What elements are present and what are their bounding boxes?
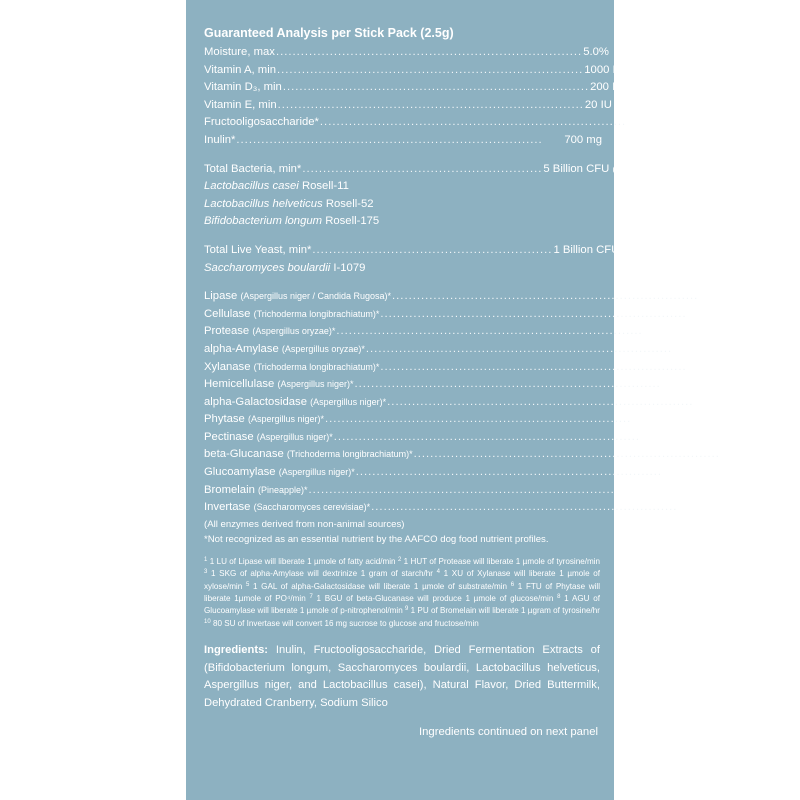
analysis-value: 650 mg	[627, 116, 665, 129]
footnote-text: 1 AGU of Glucoamylase will liberate 1 µmole of p-nitrophenol/min	[204, 594, 601, 616]
enzyme-label	[204, 464, 355, 482]
enzyme-name: Protease	[204, 325, 250, 338]
enzyme-source: (Aspergillus niger)*	[278, 467, 355, 478]
enzyme-value-wrap	[663, 464, 709, 482]
enzyme-name: Lipase	[204, 290, 238, 303]
footnote-text: 1 SKG of alpha-Amylase will dextrinize 1 gram of starch/hr	[211, 569, 433, 579]
footnote-number: 8	[557, 594, 561, 601]
enzyme-value-wrap	[641, 429, 722, 447]
yeast-value: 1 Billion CFU	[553, 243, 620, 256]
enzyme-row: Hemicellulase (Aspergillus niger)* .......................................................................... 130 HCU	[204, 376, 602, 394]
enzyme-name: Pectinase	[204, 430, 254, 443]
footnote-number: 9	[405, 606, 409, 613]
footnote-number: 10	[204, 618, 211, 625]
enzyme-label	[204, 411, 324, 429]
footnotes	[204, 556, 602, 630]
analysis-name: Vitamin D₃, min	[204, 81, 282, 94]
analysis-name: Vitamin A, min	[204, 63, 276, 76]
enzyme-footnote-ref: 3	[725, 342, 729, 350]
enzyme-value: 3000 SKG	[673, 342, 726, 355]
enzyme-row: beta-Glucanase (Trichoderma longibrachiatum)* .......................................................................... 9 BGU$^7$	[204, 446, 602, 464]
enzyme-name: Glucoamylase	[204, 466, 276, 479]
enzyme-row: Glucoamylase (Aspergillus niger)* .......................................................................... 7.5 AGU$^8$	[204, 464, 602, 482]
aafco-note: *Not recognized as an essential nutrient by the AAFCO dog food nutrient profiles.	[204, 533, 549, 545]
footnote-number: 7	[309, 594, 313, 601]
enzyme-label	[204, 482, 308, 500]
yeast-label: Total Live Yeast, min*	[204, 243, 312, 256]
enzyme-footnote-ref: 5	[732, 395, 737, 403]
footnote-number: 5	[245, 581, 250, 588]
footnote-text: 1 XU of Xylanase will liberate 1 µmole of xylose/min	[204, 569, 601, 591]
enzyme-row: alpha-Galactosidase (Aspergillus niger)* .......................................................................... 45 GAL$^5$	[204, 394, 602, 412]
enzyme-row: Pectinase (Aspergillus niger)* .......................................................................... 4.5 ENDO-PG/g	[204, 429, 602, 447]
enzyme-label	[204, 323, 335, 341]
enzyme-value: 130 HCU	[661, 378, 709, 391]
enzyme-name: Bromelain	[204, 483, 255, 496]
footnote-number: 2	[397, 556, 402, 563]
enzyme-value: 700 LU	[699, 290, 736, 303]
enzyme-label	[204, 341, 365, 359]
enzyme-row: Bromelain (Pineapple)* .......................................................................... 24 $PU^9$	[204, 482, 602, 500]
strain-code: Rosell-52	[325, 197, 374, 210]
strain-species: Bifidobacterium longum	[204, 215, 323, 228]
enzyme-name: Phytase	[204, 413, 245, 426]
enzyme-footnote-ref: 4	[725, 360, 729, 368]
enzyme-label	[204, 288, 391, 306]
enzyme-label	[204, 499, 370, 517]
enzyme-footnote-ref: 6	[663, 413, 668, 421]
bacteria-label: Total Bacteria, min*	[204, 162, 302, 175]
enzyme-row: Protease (Aspergillus oryzae)* .......................................................................... 1500 HUT$^2$	[204, 323, 602, 341]
strain-item	[204, 213, 602, 231]
enzyme-source: (Aspergillus oryzae)*	[252, 326, 336, 337]
enzyme-value-wrap	[673, 341, 729, 359]
footnote-text: 1 GAL of alpha-Galactosidase will liberate 1 µmole of substrate/min	[252, 581, 508, 591]
footnote-text: 1 PU of Bromelain will liberate 1 µgram of tyrosine/hr	[410, 606, 600, 616]
analysis-row: Moisture, max .......................................................................... 5.0%	[204, 44, 602, 62]
footnote-text: 1 LU of Lipase will liberate 1 µmole of fatty acid/min	[209, 556, 396, 566]
strain-code: Rosell-11	[301, 180, 349, 193]
enzyme-name: alpha-Amylase	[204, 342, 279, 355]
enzyme-label	[204, 306, 379, 324]
enzyme-footnote-ref: 1	[735, 290, 740, 298]
analysis-value: 1000 IU	[584, 63, 624, 76]
enzyme-value-wrap	[662, 376, 708, 394]
enzyme-value: 80 SU	[678, 501, 710, 514]
analysis-name: Vitamin E, min	[204, 98, 277, 111]
bacteria-value: 5 Billion CFU	[543, 162, 610, 175]
enzyme-value: 9 BGU	[720, 448, 755, 461]
enzyme-footnote-ref: 8	[705, 466, 710, 474]
label-panel	[186, 0, 759, 800]
enzyme-name: Hemicellulase	[204, 378, 275, 391]
strain-item	[204, 178, 602, 196]
enzyme-value-wrap	[721, 446, 759, 464]
enzyme-value: 7.5 AGU	[663, 466, 706, 479]
enzyme-label	[204, 359, 379, 377]
enzyme-name: Cellulase	[204, 307, 251, 320]
footnote-number: 4	[436, 569, 440, 576]
ingredients	[204, 642, 602, 712]
enzyme-value-wrap	[688, 306, 726, 324]
enzyme-name: alpha-Galactosidase	[204, 395, 307, 408]
enzyme-source: (Aspergillus niger)*	[277, 379, 354, 390]
analysis-name: Fructooligosaccharide*	[204, 116, 319, 129]
enzyme-source: (Aspergillus niger)*	[310, 396, 387, 407]
enzyme-source: (Saccharomyces cerevisiae)*	[253, 502, 371, 513]
enzyme-source: (Trichoderma longibrachiatum)*	[253, 308, 380, 319]
enzyme-label	[204, 429, 333, 447]
footnote-text: 1 HUT of Protease will liberate 1 µmole of tyrosine/min	[403, 556, 601, 566]
enzyme-source: (Aspergillus niger / Candida Rugosa)*	[240, 291, 392, 302]
analysis-row: Vitamin E, min .......................................................................... 20 IU	[204, 97, 602, 115]
bacteria-row: Total Bacteria, min* .......................................................... 5 Billion CFU (Colony Forming Units)	[204, 161, 602, 179]
enzyme-source: (Pineapple)*	[258, 484, 308, 495]
enzyme-value: 24 PU	[615, 483, 648, 496]
analysis-value: 700 mg	[564, 133, 602, 146]
yeast-row: Total Live Yeast, min* .......................................................... 1 Billion CFU (Colony Forming Units)	[204, 242, 602, 260]
yeast-code: I-1079	[333, 261, 366, 274]
strain-list	[204, 178, 602, 231]
enzyme-value-wrap	[616, 482, 651, 500]
enzyme-value: 45 GAL	[694, 395, 733, 408]
analysis-value: 200 IU	[590, 81, 624, 94]
enzyme-value: 4.5 ENDO-PG/g	[641, 430, 723, 443]
enzyme-value: 300 CU	[687, 307, 726, 320]
enzyme-footnote-ref: 2	[695, 325, 699, 333]
footnote-number: 6	[510, 581, 515, 588]
enzyme-row: Xylanase (Trichoderma longibrachiatum)* .......................................................................... 300 $XU^4$	[204, 359, 602, 377]
enzyme-note: (All enzymes derived from non-animal sources)	[204, 518, 405, 530]
enzyme-row: alpha-Amylase (Aspergillus oryzae)* .......................................................................... 3000 SKG$^3$	[204, 341, 602, 359]
strain-code: Rosell-175	[325, 215, 380, 228]
analysis-row: Inulin* .......................................................................... 700 mg	[204, 132, 602, 150]
analysis-list	[204, 44, 665, 150]
enzyme-footnote-ref: 7	[754, 448, 759, 456]
footnote-text: 1 BGU of beta-Glucanase will produce 1 µmole of glucose/min	[316, 594, 554, 604]
enzyme-name: beta-Glucanase	[204, 448, 284, 461]
analysis-row: Fructooligosaccharide* .......................................................................... 650 mg	[204, 114, 602, 132]
enzyme-value-wrap	[644, 323, 699, 341]
enzyme-source: (Trichoderma longibrachiatum)*	[253, 361, 380, 372]
enzyme-value: 300 XU	[687, 360, 726, 373]
enzyme-value: 1500 HUT	[643, 325, 696, 338]
analysis-row: Vitamin D₃, min .......................................................................... 200 IU	[204, 79, 602, 97]
enzyme-label	[204, 376, 354, 394]
enzyme-value-wrap	[632, 411, 667, 429]
enzyme-footnote-ref: 10	[709, 501, 718, 509]
analysis-name: Inulin*	[204, 133, 236, 146]
enzyme-source: (Aspergillus niger)*	[256, 431, 333, 442]
footnote-number: 1	[204, 556, 208, 563]
enzyme-source: (Aspergillus niger)*	[247, 414, 324, 425]
enzyme-name: Xylanase	[204, 360, 251, 373]
bacteria-unit: (Colony Forming Units)	[612, 163, 700, 174]
footnote-number: 3	[204, 569, 208, 576]
enzyme-value: 1 FTU	[632, 413, 664, 426]
analysis-value: 5.0%	[583, 46, 609, 58]
enzyme-value-wrap	[678, 499, 717, 517]
enzyme-value-wrap	[688, 359, 729, 377]
strain-species: Lactobacillus casei	[204, 180, 299, 193]
enzyme-source: (Trichoderma longibrachiatum)*	[286, 449, 413, 460]
analysis-heading: Guaranteed Analysis per Stick Pack (2.5g)	[204, 26, 454, 40]
yeast-unit: (Colony Forming Units)	[622, 244, 710, 255]
continued-note: Ingredients continued on next panel	[418, 725, 598, 738]
analysis-value: 20 IU	[584, 98, 612, 111]
footnote-text: 80 SU of Invertase will convert 16 mg sucrose to glucose and fructose/min	[212, 618, 479, 628]
ingredients-label: Ingredients:	[204, 644, 269, 657]
enzyme-list	[204, 288, 759, 517]
yeast-species: Saccharomyces boulardii	[204, 261, 331, 274]
enzyme-row: Invertase (Saccharomyces cerevisiae)* .......................................................................... 80 SU$^{10}$	[204, 499, 602, 517]
enzyme-name: Invertase	[204, 501, 251, 514]
analysis-row: Vitamin A, min .......................................................................... 1000 IU	[204, 62, 602, 80]
analysis-name: Moisture, max	[204, 46, 275, 58]
enzyme-row: Cellulase (Trichoderma longibrachiatum)* .......................................................................... 300 CU	[204, 306, 602, 324]
enzyme-label	[204, 446, 413, 464]
enzyme-value-wrap	[694, 394, 736, 412]
ingredients-text: Inulin, Fructooligosaccharide, Dried Fermentation Extracts of (Bifidobacterium longum, Saccharomyces boulardii, Lactobacillus helveticus, Aspergillus niger, and Lactobacillus casei), Natural Flavor, Dried Buttermilk, Dehydrated Cranberry, Sodium Silico	[204, 644, 601, 709]
enzyme-footnote-ref: 9	[647, 483, 651, 491]
enzyme-label	[204, 394, 386, 412]
enzyme-row: Phytase (Aspergillus niger)* .......................................................................... 1 FTU$^6$	[204, 411, 602, 429]
footnote-text: 1 FTU of Phytase will liberate 1µmole of PO⁴/min	[204, 581, 601, 604]
strain-species: Lactobacillus helveticus	[204, 197, 323, 210]
enzyme-value-wrap	[699, 288, 739, 306]
yeast-strain	[204, 260, 602, 278]
strain-item	[204, 196, 602, 214]
enzyme-source: (Aspergillus oryzae)*	[281, 343, 365, 354]
enzyme-row: Lipase (Aspergillus niger / Candida Rugosa)* .......................................................................... 700 $LU^1$	[204, 288, 602, 306]
